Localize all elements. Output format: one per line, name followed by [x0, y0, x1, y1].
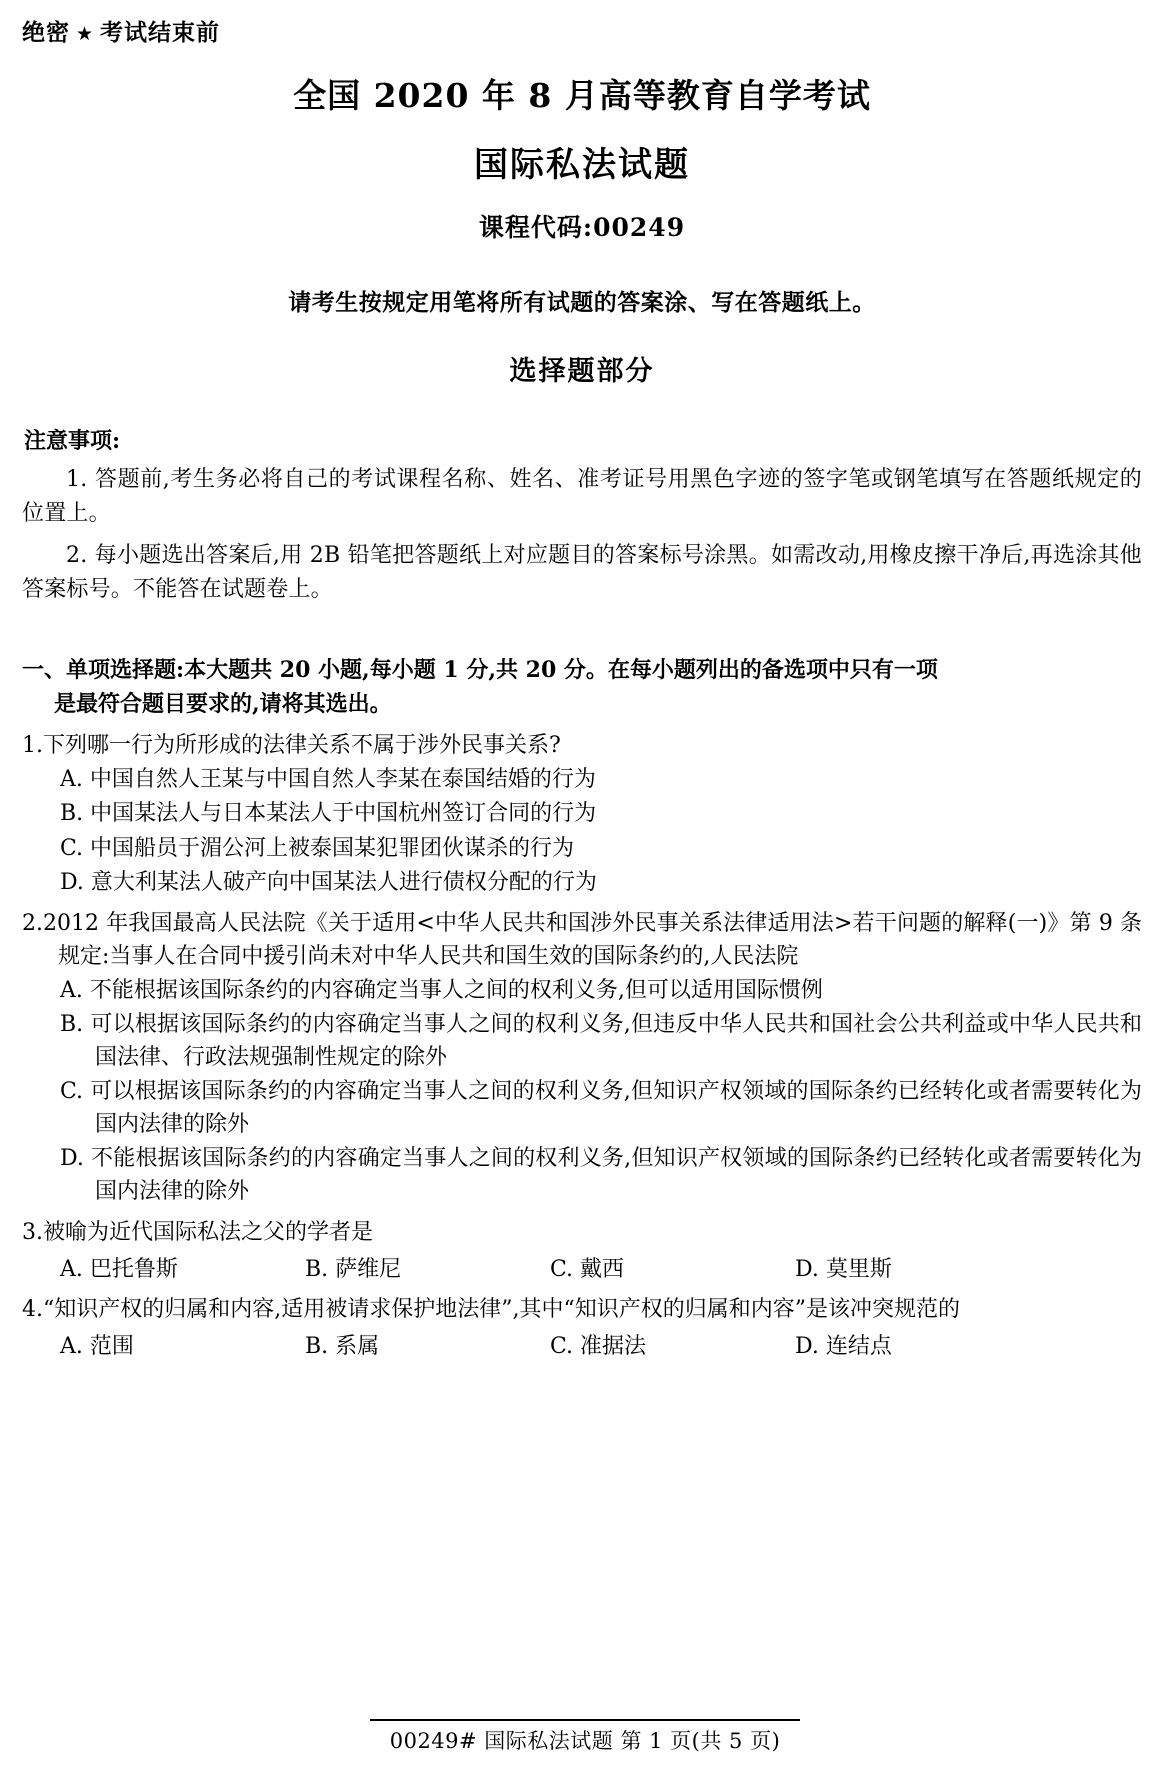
exam-title-main: 全国 2020 年 8 月高等教育自学考试 [293, 76, 871, 115]
option-item[interactable]: D. 不能根据该国际条约的内容确定当事人之间的权利义务,但知识产权领域的国际条约已经转化或者需要转化为国内法律的除外 [60, 1146, 1142, 1205]
page-footer [0, 1719, 1170, 1755]
option-item[interactable]: B. 系属 [305, 1333, 380, 1359]
option-item[interactable]: A. 不能根据该国际条约的内容确定当事人之间的权利义务,但可以适用国际惯例 [60, 977, 823, 1003]
option-list [22, 975, 1142, 1209]
option-item[interactable]: C. 中国船员于湄公河上被泰国某犯罪团伙谋杀的行为 [60, 835, 575, 861]
option-item[interactable]: D. 意大利某法人破产向中国某法人进行债权分配的行为 [60, 870, 597, 896]
option-list [22, 1330, 1142, 1363]
part-one-heading [22, 653, 1142, 721]
question-stem [22, 729, 1142, 762]
option-item[interactable]: C. 可以根据该国际条约的内容确定当事人之间的权利义务,但知识产权领域的国际条约已经转化或者需要转化为国内法律的除外 [60, 1079, 1142, 1137]
option-item[interactable]: C. 戴西 [550, 1256, 625, 1282]
option-item[interactable]: C. 准据法 [550, 1333, 647, 1359]
note-item: 1. 答题前,考生务必将自己的考试课程名称、姓名、准考证号用黑色字迹的签字笔或钢笔填写在答题纸规定的位置上。 [22, 467, 1142, 527]
confidential-label: 绝密 [22, 20, 70, 46]
question-stem [22, 1216, 1142, 1249]
question-stem [22, 907, 1142, 973]
part-one-heading-line2: 是最符合题目要求的,请将其选出。 [54, 691, 392, 718]
option-list [22, 764, 1142, 900]
option-item[interactable]: D. 莫里斯 [795, 1256, 892, 1282]
option-item[interactable]: B. 萨维尼 [305, 1256, 402, 1282]
question-item [22, 1216, 1142, 1286]
star-icon: ★ [76, 23, 95, 45]
question-text: 下列哪一行为所形成的法律关系不属于涉外民事关系? [43, 732, 561, 758]
question-number: 1. [22, 732, 43, 758]
option-item[interactable]: B. 可以根据该国际条约的内容确定当事人之间的权利义务,但违反中华人民共和国社会公共利益或中华人民共和国法律、行政法规强制性规定的除外 [60, 1012, 1142, 1070]
question-item [22, 729, 1142, 900]
notes-heading: 注意事项: [24, 428, 121, 454]
course-code: 课程代码:00249 [478, 213, 686, 242]
option-item[interactable]: A. 范围 [60, 1333, 134, 1359]
section-title-choice: 选择题部分 [509, 356, 655, 387]
footer-divider [370, 1719, 800, 1721]
option-list [22, 1253, 1142, 1286]
question-stem [22, 1293, 1142, 1326]
footer-text: 00249# 国际私法试题 第 1 页(共 5 页) [389, 1729, 781, 1753]
question-number: 3. [22, 1219, 43, 1245]
option-item[interactable]: A. 中国自然人王某与中国自然人李某在泰国结婚的行为 [60, 766, 596, 792]
exam-title-subject: 国际私法试题 [474, 145, 690, 185]
pen-notice: 请考生按规定用笔将所有试题的答案涂、写在答题纸上。 [288, 289, 876, 316]
option-item[interactable]: A. 巴托鲁斯 [60, 1256, 178, 1282]
confidential-header [22, 14, 220, 47]
question-text: 被喻为近代国际私法之父的学者是 [43, 1219, 374, 1245]
option-item[interactable]: D. 连结点 [795, 1333, 892, 1359]
note-item: 2. 每小题选出答案后,用 2B 铅笔把答题纸上对应题目的答案标号涂黑。如需改动,用橡皮擦干净后,再选涂其他答案标号。不能答在试题卷上。 [22, 543, 1142, 603]
confidential-suffix: 考试结束前 [100, 20, 221, 46]
part-one-heading-line1: 一、单项选择题:本大题共 20 小题,每小题 1 分,共 20 分。在每小题列出的备选项中只有一项 [22, 657, 938, 684]
question-number: 4. [22, 1296, 43, 1322]
question-number: 2. [22, 910, 43, 936]
question-item [22, 1293, 1142, 1363]
question-item [22, 907, 1142, 1209]
option-item[interactable]: B. 中国某法人与日本某法人于中国杭州签订合同的行为 [60, 801, 597, 827]
question-text: 2012 年我国最高人民法院《关于适用<中华人民共和国涉外民事关系法律适用法>若干问题的解释(一)》第 9 条规定:当事人在合同中援引尚未对中华人民共和国生效的国际条约的,人民法院 [43, 910, 1142, 969]
question-text: “知识产权的归属和内容,适用被请求保护地法律”,其中“知识产权的归属和内容”是该冲突规范的 [43, 1296, 960, 1322]
